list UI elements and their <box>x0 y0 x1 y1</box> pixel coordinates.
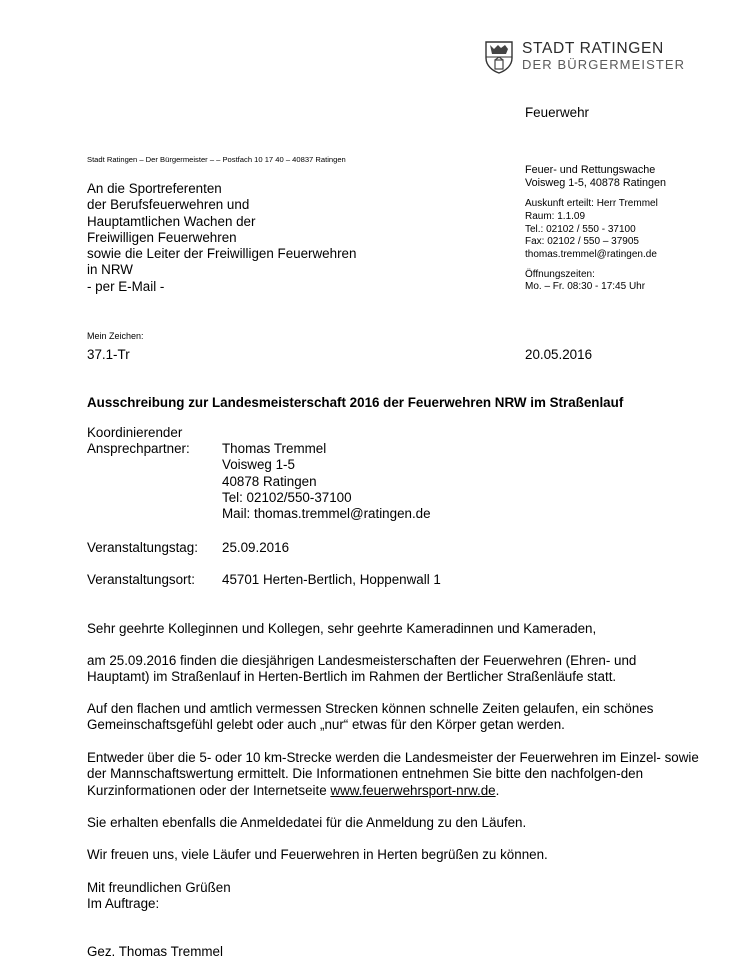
contact-info <box>525 198 658 262</box>
event-day-value: 25.09.2016 <box>222 540 290 555</box>
body-paragraph: Auf den flachen und amtlich vermessen Strecken können schnelle Zeiten gelaufen, ein schönes Gemeinschaftsgefühl gelebt oder auch „nur“ etwas für den Körper getan werden. <box>87 701 654 733</box>
closing-on-behalf: Im Auftrage: <box>87 896 160 911</box>
paragraph-text: Entweder über die 5- oder 10 km-Strecke werden die Landesmeister der Feuerwehren im Einzel- sowie der Mannschaftswertung ermittelt. Die Informationen entnehmen Sie bitte den nachfolgen-den Kurzinformationen oder der Internetseite <box>87 750 699 798</box>
opening-hours-label: Öffnungszeiten: <box>525 269 595 280</box>
feuerwehrsport-link[interactable]: www.feuerwehrsport-nrw.de <box>330 782 496 798</box>
recipient-line: in NRW <box>87 262 133 278</box>
body-paragraph <box>87 750 702 799</box>
department-label: Feuerwehr <box>525 105 590 120</box>
station-line: Voisweg 1-5, 40878 Ratingen <box>525 176 667 189</box>
contact-email: thomas.tremmel@ratingen.de <box>525 249 657 261</box>
recipient-line: An die Sportreferenten <box>87 181 222 196</box>
opening-hours-value: Mo. – Fr. 08:30 - 17:45 Uhr <box>525 281 646 293</box>
recipient-line: Freiwilligen Feuerwehren <box>87 229 237 245</box>
recipient-address <box>87 181 356 295</box>
station-line: Feuer- und Rettungswache <box>525 164 656 176</box>
contact-line: Tel.: 02102 / 550 - 37100 <box>525 223 636 235</box>
coordinator-street: Voisweg 1-5 <box>222 457 295 473</box>
paragraph-text: . <box>495 782 500 798</box>
coordinator-name: Thomas Tremmel <box>222 441 327 456</box>
reference-value: 37.1-Tr <box>87 347 130 362</box>
city-logo <box>484 40 724 74</box>
coordinator-details <box>222 441 431 522</box>
closing: Mit freundlichen Grüßen <box>87 880 231 895</box>
coordinator-city: 40878 Ratingen <box>222 473 317 489</box>
body-paragraph: Wir freuen uns, viele Läufer und Feuerwehren in Herten begrüßen zu können. <box>87 847 548 862</box>
event-place-label: Veranstaltungsort: <box>87 572 195 587</box>
contact-line: Raum: 1.1.09 <box>525 210 586 222</box>
event-place-value: 45701 Herten-Bertlich, Hoppenwall 1 <box>222 572 441 587</box>
logo-line-1: STADT RATINGEN <box>522 40 664 57</box>
body-paragraph: Sie erhalten ebenfalls die Anmeldedatei für die Anmeldung zu den Läufen. <box>87 815 527 830</box>
event-day-label: Veranstaltungstag: <box>87 540 198 555</box>
opening-hours <box>525 269 645 294</box>
letter-subject: Ausschreibung zur Landesmeisterschaft 2016 der Feuerwehren NRW im Straßenlauf <box>87 395 624 410</box>
coordinator-email: Mail: thomas.tremmel@ratingen.de <box>222 506 431 522</box>
recipient-line: sowie die Leiter der Freiwilligen Feuerwehren <box>87 246 357 262</box>
coordinator-label-line: Koordinierender <box>87 425 183 440</box>
recipient-line: der Berufsfeuerwehren und <box>87 197 250 213</box>
logo-line-2: DER BÜRGERMEISTER <box>522 57 686 72</box>
contact-line: Auskunft erteilt: Herr Tremmel <box>525 198 658 209</box>
letter-date: 20.05.2016 <box>525 347 593 362</box>
contact-line: Fax: 02102 / 550 – 37905 <box>525 236 639 248</box>
station-address <box>525 164 666 189</box>
salutation: Sehr geehrte Kolleginnen und Kollegen, sehr geehrte Kameradinnen und Kameraden, <box>87 621 597 636</box>
coordinator-label-line: Ansprechpartner: <box>87 441 190 457</box>
reference-label: Mein Zeichen: <box>87 331 144 341</box>
coordinator-label <box>87 425 190 458</box>
body-paragraph: am 25.09.2016 finden die diesjährigen Landesmeisterschaften der Feuerwehren (Ehren- und Hauptamt) im Straßenlauf in Herten-Bertlich im Rahmen der Bertlicher Straßenläufe statt. <box>87 653 637 685</box>
recipient-line: Hauptamtlichen Wachen der <box>87 213 256 229</box>
coordinator-phone: Tel: 02102/550-37100 <box>222 489 352 505</box>
sender-return-address: Stadt Ratingen – Der Bürgermeister – – Postfach 10 17 40 – 40837 Ratingen <box>87 155 346 164</box>
recipient-line: - per E-Mail - <box>87 278 165 294</box>
signature: Gez. Thomas Tremmel <box>87 944 223 959</box>
city-seal-icon <box>484 40 514 74</box>
